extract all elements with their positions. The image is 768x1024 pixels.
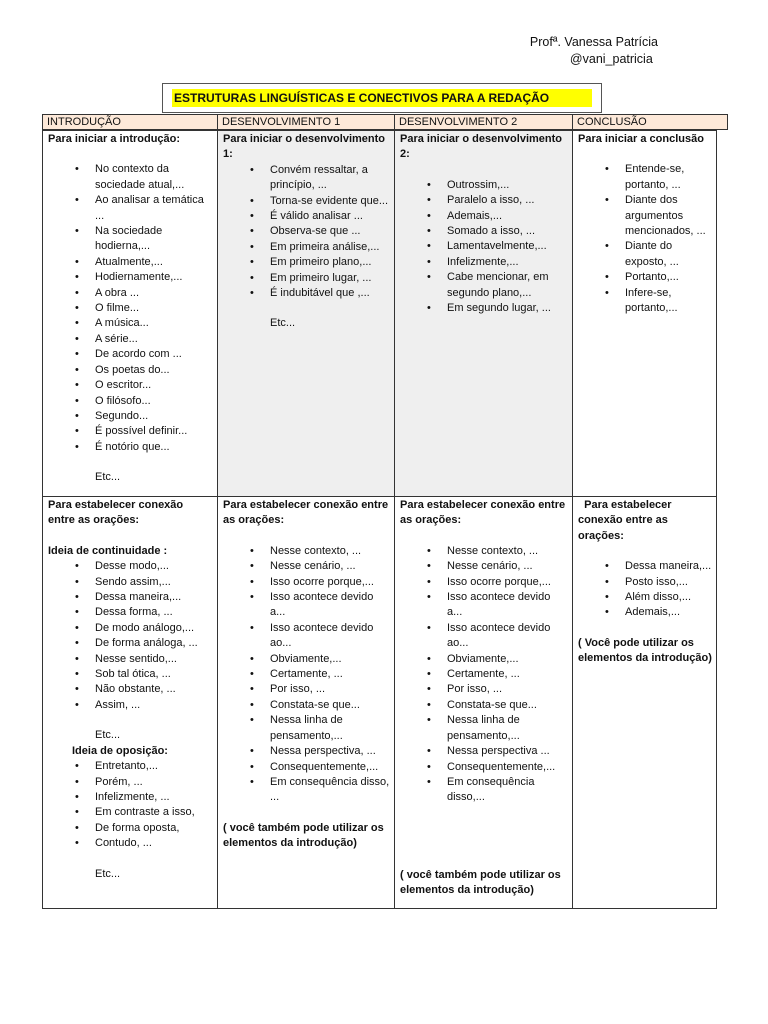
list-item: • Em consequência disso,... bbox=[400, 775, 568, 806]
list-item: • Por isso, ... bbox=[400, 682, 568, 697]
intro-start-label: Para iniciar a introdução: bbox=[48, 133, 181, 145]
list-item: • Consequentemente,... bbox=[223, 760, 390, 775]
list-item: • Ademais,... bbox=[578, 605, 712, 620]
list-item: • Nessa linha de pensamento,... bbox=[223, 713, 390, 744]
connectives-table bbox=[42, 130, 717, 909]
list-item: • Lamentavelmente,... bbox=[400, 239, 568, 254]
table-row-start bbox=[43, 131, 717, 497]
list-item: • O filósofo... bbox=[48, 394, 213, 409]
continuity-label: Ideia de continuidade : bbox=[48, 544, 168, 557]
list-item: • Atualmente,... bbox=[48, 255, 213, 270]
title-box bbox=[162, 83, 602, 113]
list-item: • Nessa perspectiva, ... bbox=[223, 744, 390, 759]
etc-text: Etc... bbox=[95, 471, 121, 484]
list-item: • Isso acontece devido ao... bbox=[223, 621, 390, 652]
list-item: • Isso ocorre porque,... bbox=[400, 575, 568, 590]
list-item: • Diante do exposto, ... bbox=[578, 239, 712, 270]
list-item: • Constata-se que... bbox=[223, 698, 390, 713]
list-item: • Infelizmente,... bbox=[400, 255, 568, 270]
list-item: • Isso ocorre porque,... bbox=[223, 575, 390, 590]
list-item: • Nesse sentido,... bbox=[48, 652, 213, 667]
intro-connection-label: Para estabelecer conexão entre as orações: bbox=[48, 499, 184, 527]
list-item: • Sendo assim,... bbox=[48, 575, 213, 590]
list-item: • Portanto,... bbox=[578, 270, 712, 285]
list-item: • Em primeiro lugar, ... bbox=[223, 271, 390, 286]
list-item: • Contudo, ... bbox=[48, 836, 213, 851]
list-item: • É válido analisar ... bbox=[223, 209, 390, 224]
dev1-note: ( você também pode utilizar os elementos da introdução) bbox=[223, 821, 384, 850]
list-item: • O escritor... bbox=[48, 378, 213, 393]
document-title: ESTRUTURAS LINGUÍSTICAS E CONECTIVOS PARA A REDAÇÃO bbox=[172, 89, 592, 107]
list-item: • Somado a isso, ... bbox=[400, 224, 568, 239]
cell-dev1-connection bbox=[218, 497, 395, 909]
list-item: • Cabe mencionar, em segundo plano,... bbox=[400, 270, 568, 301]
list-item: • A obra ... bbox=[48, 286, 213, 301]
list-item: • Na sociedade hodierna,... bbox=[48, 224, 213, 255]
list-item: • De acordo com ... bbox=[48, 347, 213, 362]
list-item: • Assim, ... bbox=[48, 698, 213, 713]
etc-text: Etc... bbox=[270, 317, 296, 330]
cell-concl-connection bbox=[573, 497, 717, 909]
list-item: • Obviamente,... bbox=[400, 652, 568, 667]
list-item: • Infelizmente, ... bbox=[48, 790, 213, 805]
etc-text: Etc... bbox=[95, 867, 121, 880]
list-item: • Dessa maneira,... bbox=[48, 590, 213, 605]
list-item: • Os poetas do... bbox=[48, 363, 213, 378]
list-item: • Em segundo lugar, ... bbox=[400, 301, 568, 316]
list-item: • Infere-se, portanto,... bbox=[578, 286, 712, 317]
list-item: • Sob tal ótica, ... bbox=[48, 667, 213, 682]
list-item: • Desse modo,... bbox=[48, 559, 213, 574]
column-header-desenvolvimento-1: DESENVOLVIMENTO 1 bbox=[217, 114, 395, 130]
list-item: • Em consequência disso, ... bbox=[223, 775, 390, 806]
list-item: • Paralelo a isso, ... bbox=[400, 193, 568, 208]
opposition-list bbox=[48, 759, 213, 851]
cell-dev2-start bbox=[395, 131, 573, 497]
intro-start-list bbox=[48, 162, 213, 455]
column-header-conclusao: CONCLUSÃO bbox=[572, 114, 728, 130]
list-item: • O filme... bbox=[48, 301, 213, 316]
cell-dev1-start bbox=[218, 131, 395, 497]
list-item: • É indubitável que ,... bbox=[223, 286, 390, 301]
list-item: • De forma oposta, bbox=[48, 821, 213, 836]
list-item: • Observa-se que ... bbox=[223, 224, 390, 239]
list-item: • Certamente, ... bbox=[400, 667, 568, 682]
list-item: • De forma análoga, ... bbox=[48, 636, 213, 651]
list-item: • Em primeira análise,... bbox=[223, 240, 390, 255]
list-item: • No contexto da sociedade atual,... bbox=[48, 162, 213, 193]
list-item: • Isso acontece devido a... bbox=[223, 590, 390, 621]
list-item: • É notório que... bbox=[48, 440, 213, 455]
dev2-start-label: Para iniciar o desenvolvimento 2: bbox=[400, 133, 563, 161]
author-block bbox=[530, 34, 658, 68]
list-item: • Constata-se que... bbox=[400, 698, 568, 713]
continuity-list bbox=[48, 559, 213, 713]
list-item: • É possível definir... bbox=[48, 424, 213, 439]
list-item: • Outrossim,... bbox=[400, 178, 568, 193]
column-header-row bbox=[42, 114, 728, 130]
list-item: • Ao analisar a temática ... bbox=[48, 193, 213, 224]
list-item: • Nessa perspectiva ... bbox=[400, 744, 568, 759]
concl-connection-list bbox=[578, 559, 712, 621]
etc-text: Etc... bbox=[95, 729, 121, 742]
dev2-start-list bbox=[400, 178, 568, 317]
list-item: • Ademais,... bbox=[400, 209, 568, 224]
opposition-label: Ideia de oposição: bbox=[72, 744, 168, 757]
dev1-connection-label: Para estabelecer conexão entre as orações: bbox=[223, 499, 389, 527]
column-header-introducao: INTRODUÇÃO bbox=[42, 114, 218, 130]
list-item: • Convém ressaltar, a princípio, ... bbox=[223, 163, 390, 194]
list-item: • Por isso, ... bbox=[223, 682, 390, 697]
list-item: • Além disso,... bbox=[578, 590, 712, 605]
list-item: • Nesse cenário, ... bbox=[223, 559, 390, 574]
concl-connection-label: Para estabelecer conexão entre as orações: bbox=[578, 499, 675, 542]
dev1-start-label: Para iniciar o desenvolvimento 1: bbox=[223, 133, 386, 161]
list-item: • Nesse contexto, ... bbox=[400, 544, 568, 559]
concl-note: ( Você pode utilizar os elementos da introdução) bbox=[578, 636, 712, 665]
dev2-note: ( você também pode utilizar os elementos da introdução) bbox=[400, 868, 561, 897]
list-item: • Dessa maneira,... bbox=[578, 559, 712, 574]
list-item: • Dessa forma, ... bbox=[48, 605, 213, 620]
list-item: • Hodiernamente,... bbox=[48, 270, 213, 285]
list-item: • Certamente, ... bbox=[223, 667, 390, 682]
list-item: • A música... bbox=[48, 316, 213, 331]
list-item: • Em primeiro plano,... bbox=[223, 255, 390, 270]
list-item: • Isso acontece devido ao... bbox=[400, 621, 568, 652]
concl-start-list bbox=[578, 162, 712, 316]
cell-concl-start bbox=[573, 131, 717, 497]
list-item: • Consequentemente,... bbox=[400, 760, 568, 775]
list-item: • Segundo... bbox=[48, 409, 213, 424]
dev1-start-list bbox=[223, 163, 390, 302]
list-item: • Em contraste a isso, bbox=[48, 805, 213, 820]
list-item: • Não obstante, ... bbox=[48, 682, 213, 697]
list-item: • Obviamente,... bbox=[223, 652, 390, 667]
list-item: • Porém, ... bbox=[48, 775, 213, 790]
cell-dev2-connection bbox=[395, 497, 573, 909]
cell-intro-connection bbox=[43, 497, 218, 909]
dev2-connection-list bbox=[400, 544, 568, 806]
list-item: • Posto isso,... bbox=[578, 575, 712, 590]
concl-start-label: Para iniciar a conclusão bbox=[578, 133, 704, 145]
list-item: • Nesse cenário, ... bbox=[400, 559, 568, 574]
list-item: • Isso acontece devido a... bbox=[400, 590, 568, 621]
list-item: • De modo análogo,... bbox=[48, 621, 213, 636]
list-item: • A série... bbox=[48, 332, 213, 347]
column-header-desenvolvimento-2: DESENVOLVIMENTO 2 bbox=[394, 114, 573, 130]
list-item: • Diante dos argumentos mencionados, ... bbox=[578, 193, 712, 239]
list-item: • Entretanto,... bbox=[48, 759, 213, 774]
table-row-connection bbox=[43, 497, 717, 909]
author-handle: @vani_patricia bbox=[569, 52, 653, 66]
dev1-connection-list bbox=[223, 544, 390, 806]
list-item: • Nesse contexto, ... bbox=[223, 544, 390, 559]
list-item: • Entende-se, portanto, ... bbox=[578, 162, 712, 193]
cell-intro-start bbox=[43, 131, 218, 497]
author-name: Profª. Vanessa Patrícia bbox=[529, 35, 658, 49]
dev2-connection-label: Para estabelecer conexão entre as orações: bbox=[400, 499, 566, 527]
list-item: • Torna-se evidente que... bbox=[223, 194, 390, 209]
list-item: • Nessa linha de pensamento,... bbox=[400, 713, 568, 744]
